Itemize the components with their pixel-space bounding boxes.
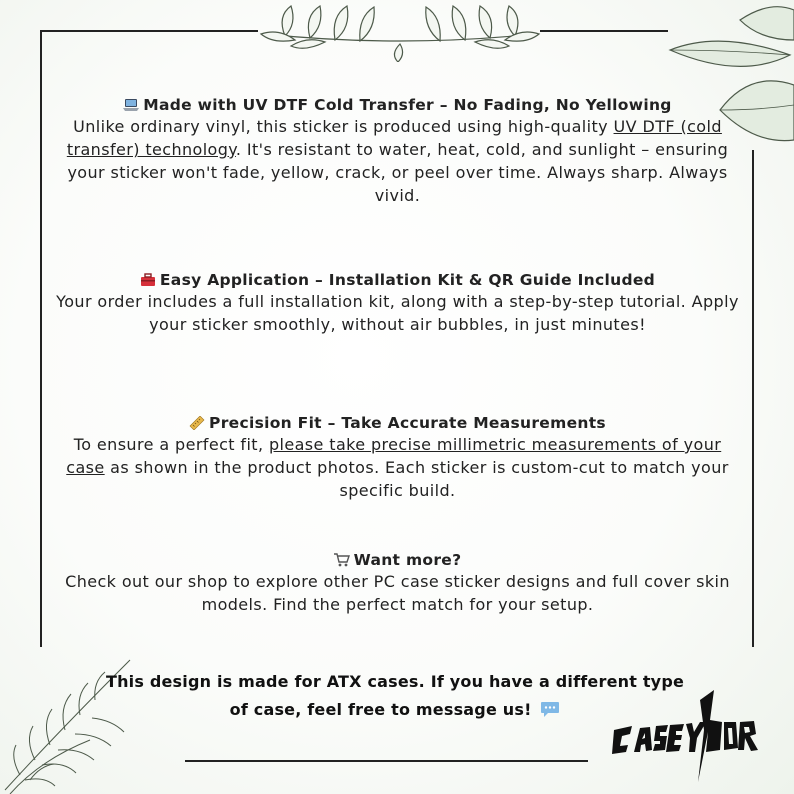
measurements-link: please take precise millimetric measurements of your case [66, 435, 722, 477]
section-uv-heading: Made with UV DTF Cold Transfer – No Fading, No Yellowing [55, 95, 740, 115]
top-leaf-garland-icon [255, 0, 545, 62]
speech-bubble-icon [540, 700, 560, 718]
section-more-text: Check out our shop to explore other PC case sticker designs and full cover skin models. Find the perfect match for your setup. [65, 572, 730, 614]
frame-right-line [752, 150, 754, 647]
section-precision-fit [55, 413, 740, 502]
frame-left-line [40, 30, 42, 647]
footer-line-2: of case, feel free to message us! [70, 696, 720, 724]
caseybor-logo [610, 690, 760, 790]
uv-dtf-link: UV DTF (cold transfer) technology [66, 117, 722, 159]
section-want-more [55, 550, 740, 616]
footer-line-1: This design is made for ATX cases. If you have a different type [105, 672, 685, 691]
section-uv-dtf [55, 95, 740, 207]
section-easy-heading: Easy Application – Installation Kit & QR Guide Included [55, 270, 740, 290]
toolbox-icon [140, 273, 156, 287]
section-fit-text: To ensure a perfect fit, please take precise millimetric measurements of your case as shown in the product photos. Each sticker is custom-cut to match your specific build. [66, 435, 729, 500]
frame-top-right-line [540, 30, 668, 32]
laptop-icon [123, 98, 139, 112]
section-easy-text: Your order includes a full installation kit, along with a step-by-step tutorial. Apply your sticker smoothly, without air bubbles, in just minutes! [56, 292, 739, 334]
frame-bottom-line [185, 760, 588, 762]
section-fit-heading: Precision Fit – Take Accurate Measurements [55, 413, 740, 433]
shopping-cart-icon [334, 553, 350, 567]
section-uv-text: Unlike ordinary vinyl, this sticker is produced using high-quality UV DTF (cold transfer) technology. It's resistant to water, heat, cold, and sunlight – ensuring your sticker won't fade, yellow, crack, or peel over time. Always sharp. Always vivid. [66, 117, 729, 205]
section-easy-application [55, 270, 740, 336]
ruler-icon [189, 416, 205, 430]
section-more-heading: Want more? [55, 550, 740, 570]
frame-top-left-line [40, 30, 258, 32]
